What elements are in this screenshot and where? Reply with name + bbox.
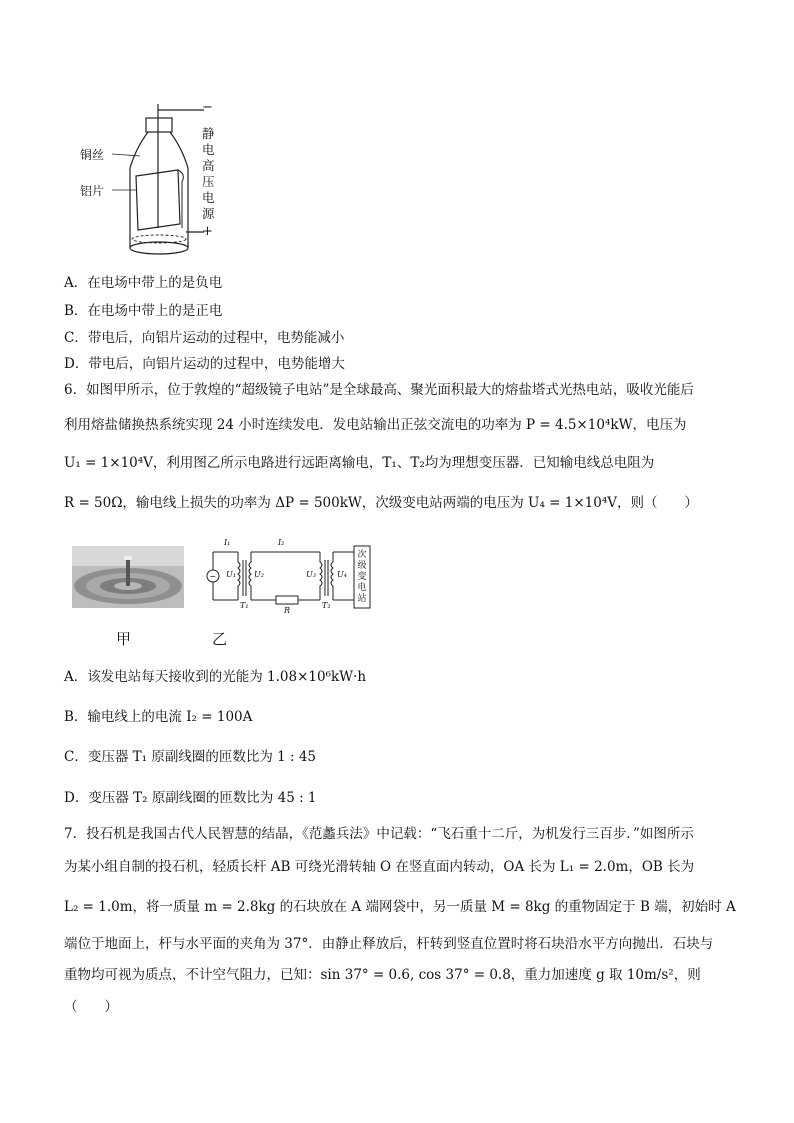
q6-option-d: D．变压器 T₂ 原副线圈的匝数比为 45 : 1 — [64, 790, 317, 806]
current-i2-label: I₂ — [278, 538, 285, 547]
q6-stem-line1: 6．如图甲所示，位于敦煌的“超级镜子电站”是全球最高、聚光面积最大的熔盐塔式光热电站，吸收光能后 — [64, 382, 694, 398]
q5-option-c: C．带电后，向铝片运动的过程中，电势能减小 — [64, 330, 345, 346]
power-source-label — [202, 126, 216, 222]
q7-stem-line6: （ ） — [64, 999, 118, 1015]
substation-char: 站 — [357, 594, 367, 604]
q6-stem-line3: U₁ = 1×10⁴V，利用图乙所示电路进行远距离输电，T₁、T₂均为理想变压器．已知输电线总电阻为 — [64, 455, 655, 471]
q7-stem-line3: L₂ = 1.0m，将一质量 m = 2.8kg 的石块放在 A 端网袋中，另一质量 M = 8kg 的重物固定于 B 端，初始时 A — [64, 899, 736, 915]
transformer-t2-label: T₂ — [322, 601, 331, 610]
q7-stem-line4: 端位于地面上，杆与水平面的夹角为 37°．由静止释放后，杆转到竖直位置时将石块沿水平方向抛出．石块与 — [64, 936, 714, 952]
caption-jia: 甲 — [116, 630, 132, 648]
power-source-char: 源 — [202, 206, 215, 221]
resistor-r-label: R — [284, 606, 291, 615]
q6-stem-line2: 利用熔盐储换热系统实现 24 小时连续发电．发电站输出正弦交流电的功率为 P = 4.5×10⁴kW，电压为 — [64, 417, 687, 433]
q7-stem-line2: 为某小组自制的投石机，轻质长杆 AB 可绕光滑转轴 O 在竖直面内转动，OA 长为 L₁ = 2.0m，OB 长为 — [64, 859, 695, 875]
bottle-diagram — [78, 98, 248, 258]
transformer-t1-label: T₁ — [240, 601, 249, 610]
current-i1-label: I₁ — [224, 538, 231, 547]
substation-char: 变 — [357, 572, 367, 582]
q6-option-a: A．该发电站每天接收到的光能为 1.08×10⁶kW·h — [64, 669, 367, 685]
substation-label — [356, 550, 368, 605]
bottle-figure — [78, 98, 248, 258]
source-symbol: ~ — [209, 572, 217, 581]
plus-terminal-label: + — [202, 224, 213, 239]
q6-option-b: B．输电线上的电流 I₂ = 100A — [64, 709, 253, 725]
voltage-u2-label: U₂ — [254, 570, 264, 579]
q5-option-b: B．在电场中带上的是正电 — [64, 303, 223, 319]
copper-wire-label: 铜丝 — [80, 148, 105, 162]
voltage-u4-label: U₄ — [337, 570, 347, 579]
power-source-char: 静 — [202, 126, 215, 141]
q7-stem-line1: 7．投石机是我国古代人民智慧的结晶，《范蠡兵法》中记载：“飞石重十二斤，为机发行三百步．”如图所示 — [64, 826, 694, 842]
power-source-char: 电 — [202, 142, 215, 157]
substation-char: 次 — [357, 550, 367, 560]
voltage-u3-label: U₃ — [306, 570, 316, 579]
aluminum-sheet-label: 铝片 — [80, 184, 105, 198]
minus-terminal-label: − — [202, 100, 213, 115]
transmission-circuit — [204, 538, 374, 618]
substation-char: 级 — [357, 561, 367, 571]
power-station-photo — [72, 546, 184, 608]
q5-option-a: A．在电场中带上的是负电 — [64, 275, 223, 291]
voltage-u1-label: U₁ — [226, 570, 236, 579]
q6-stem-line4: R = 50Ω，输电线上损失的功率为 ΔP = 500kW，次级变电站两端的电压为 U₄ = 1×10⁴V，则（ ） — [64, 495, 698, 511]
substation-char: 电 — [357, 583, 367, 593]
power-source-char: 高 — [202, 158, 215, 173]
q7-stem-line5: 重物均可视为质点，不计空气阻力，已知：sin 37° = 0.6, cos 37° = 0.8，重力加速度 g 取 10m/s²，则 — [64, 967, 701, 983]
power-source-char: 压 — [202, 174, 215, 189]
caption-yi: 乙 — [212, 630, 228, 648]
q6-option-c: C．变压器 T₁ 原副线圈的匝数比为 1 : 45 — [64, 749, 317, 765]
heliostat-field-image — [72, 546, 184, 608]
power-source-char: 电 — [202, 190, 215, 205]
q5-option-d: D．带电后，向铝片运动的过程中，电势能增大 — [64, 356, 345, 372]
